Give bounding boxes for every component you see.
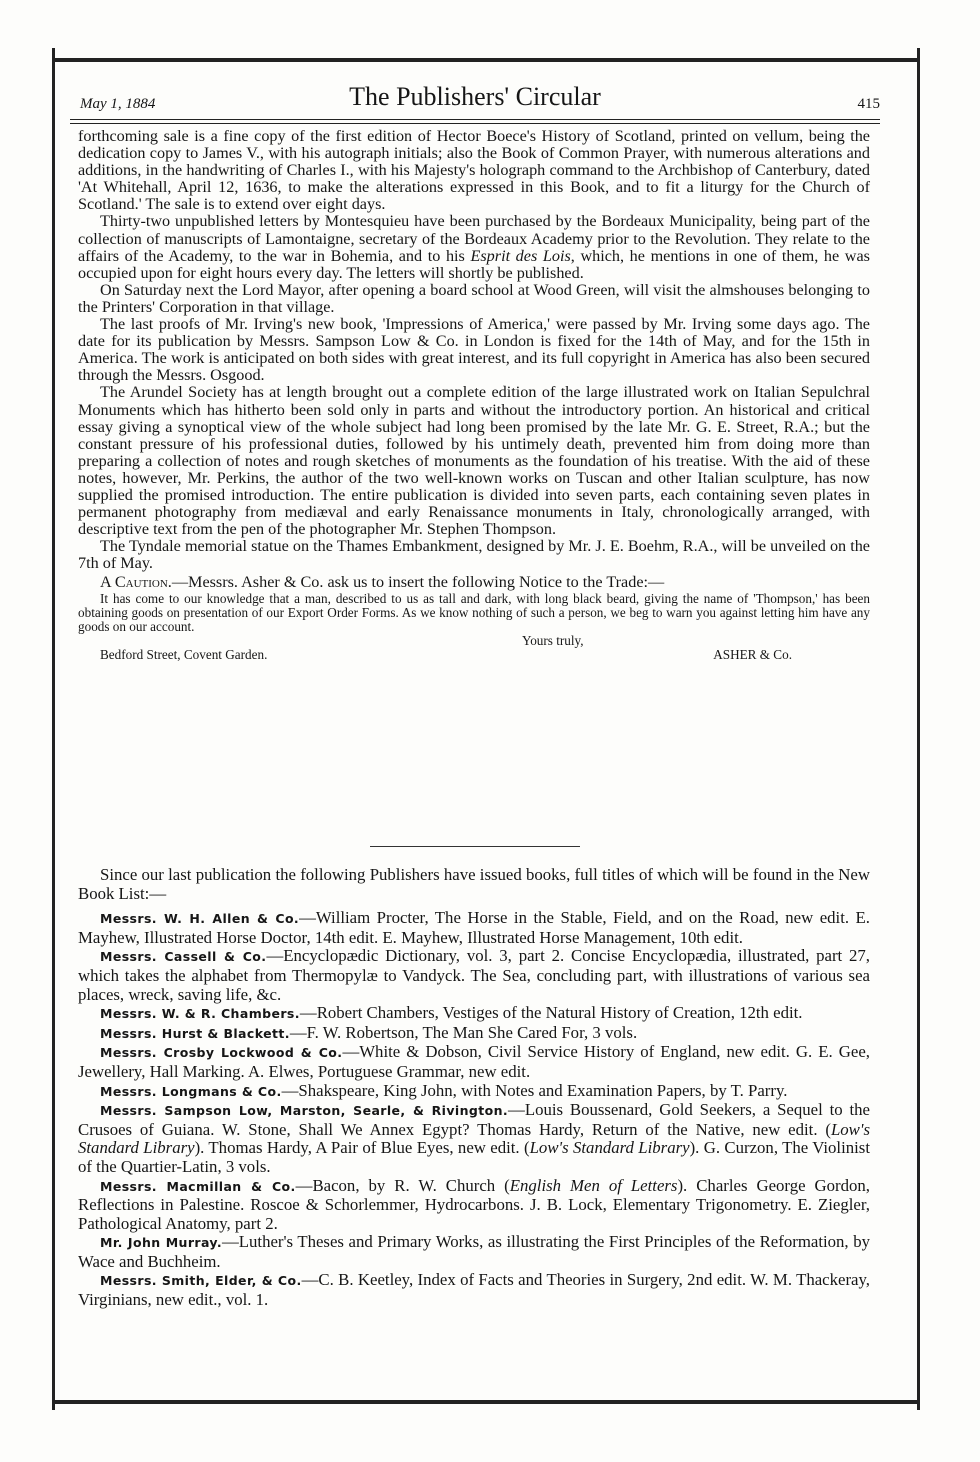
caution-label: A Caution. bbox=[100, 573, 172, 592]
header-title: The Publishers' Circular bbox=[349, 82, 601, 111]
list-item: Messrs. Sampson Low, Marston, Searle, & Rivington.—Louis Boussenard, Gold Seekers, a Sequel to the Crusoes of Guiana. W. Stone, Shall We Annex Egypt? Thomas Hardy, Return of the Native, new edit. (Low's Standard Library). Thomas Hardy, A Pair of Blue Eyes, new edit. (Low's Standard Library). G. Curzon, The Violinist of the Quartier-Latin, 3 vols. bbox=[78, 1100, 870, 1176]
firm-signature: ASHER & Co. bbox=[713, 647, 792, 663]
esprit-des-lois-title: Esprit des Lois bbox=[470, 246, 571, 265]
list-item: Messrs. Longmans & Co.—Shakspeare, King John, with Notes and Examination Papers, by T. Parry. bbox=[100, 1080, 788, 1100]
paragraph-lord-mayor: On Saturday next the Lord Mayor, after opening a board school at Wood Green, will visit the almshouses belonging to the Printers' Corporation in that village. bbox=[78, 280, 870, 316]
bottom-rule bbox=[52, 1400, 917, 1404]
publisher-name: Mr. John Murray. bbox=[100, 1235, 222, 1251]
paragraph-irving: The last proofs of Mr. Irving's new book, 'Impressions of America,' were passed by Mr. Irving some days ago. The date for its publication by Messrs. Sampson Low & Co. in London is fixed for the 14th of May, and for the 15th in America. The work is anticipated on both sides with great interest, and its full copyright in America has also been secured through the Messrs. Osgood. bbox=[78, 315, 870, 385]
publisher-name: Messrs. Sampson Low, Marston, Searle, & Rivington. bbox=[100, 1103, 509, 1119]
running-header bbox=[70, 78, 880, 118]
publisher-name: Messrs. W. & R. Chambers. bbox=[100, 1006, 300, 1022]
address: Bedford Street, Covent Garden. bbox=[100, 647, 268, 663]
publisher-name: Messrs. Smith, Elder, & Co. bbox=[100, 1273, 302, 1289]
list-item: Mr. John Murray.—Luther's Theses and Primary Works, as illustrating the First Principles of the Reformation, by Wace and Buchheim. bbox=[78, 1232, 870, 1271]
top-rule bbox=[52, 58, 917, 62]
list-item: Messrs. Crosby Lockwood & Co.—White & Dobson, Civil Service History of England, new edit. G. E. Gee, Jewellery, Hall Marking. A. Elwes, Portuguese Grammar, new edit. bbox=[78, 1042, 870, 1081]
caution-notice bbox=[78, 574, 870, 662]
header-date: May 1, 1884 bbox=[80, 96, 156, 112]
publisher-name: Messrs. Hurst & Blackett. bbox=[100, 1025, 290, 1041]
list-item: Messrs. W. H. Allen & Co.—William Procter, The Horse in the Stable, Field, and on the Road, new edit. E. Mayhew, Illustrated Horse Doctor, 14th edit. E. Mayhew, Illustrated Horse Management, 10th edit. bbox=[78, 908, 870, 947]
signoff-row bbox=[78, 634, 870, 648]
section-divider bbox=[370, 846, 580, 847]
publishers-list bbox=[78, 866, 870, 1310]
paragraph-montesquieu: Thirty-two unpublished letters by Montesquieu have been purchased by the Bordeaux Municipality, being part of the collection of manuscripts of Lamontaigne, secretary of the Bordeaux Academy prior to the Revolution. They relate to the affairs of the Academy, to the war in Bohemia, and to his Esprit des Lois, which, he mentions in one of them, he was occupied upon for eight hours every day. The letters will shortly be published. bbox=[78, 212, 870, 282]
publisher-name: Messrs. Longmans & Co. bbox=[100, 1083, 282, 1099]
news-column bbox=[78, 128, 870, 663]
list-item: Messrs. Smith, Elder, & Co.—C. B. Keetley, Index of Facts and Theories in Surgery, 2nd edit. W. M. Thackeray, Virginians, new edit., vol. 1. bbox=[78, 1270, 871, 1310]
publisher-name: Messrs. Crosby Lockwood & Co. bbox=[100, 1045, 343, 1061]
publisher-name: Messrs. Macmillan & Co. bbox=[100, 1178, 296, 1194]
address-row bbox=[78, 648, 870, 662]
paragraph-tyndale: The Tyndale memorial statue on the Thames Embankment, designed by Mr. J. E. Boehm, R.A., will be unveiled on the 7th of May. bbox=[78, 537, 870, 573]
list-item: Messrs. Hurst & Blackett.—F. W. Robertson, The Man She Cared For, 3 vols. bbox=[100, 1022, 638, 1042]
list-item: Messrs. Macmillan & Co.—Bacon, by R. W. Church (English Men of Letters). Charles George Gordon, Reflections in Palestine. Roscoe & Schorlemmer, Hydrocarbons. J. B. Lock, Elementary Trigonometry. E. Ziegler, Pathological Anatomy, part 2. bbox=[78, 1175, 870, 1233]
header-rule bbox=[70, 119, 880, 120]
paragraph-boece-sale: forthcoming sale is a fine copy of the first edition of Hector Boece's History of Scotland, printed on vellum, being the dedication copy to James V., with his autograph initials; also the Book of Common Prayer, with numerous alterations and additions, in the handwriting of Charles I., with his Majesty's holograph command to the Archbishop of Canterbury, dated 'At Whitehall, April 12, 1636, to make the alterations expressed in this Book, and to fit a liturgy for the Church of Scotland.' The sale is to extend over eight days. bbox=[78, 127, 870, 214]
publisher-name: Messrs. W. H. Allen & Co. bbox=[100, 911, 300, 927]
header-rule-thin bbox=[70, 123, 880, 124]
list-item: Messrs. W. & R. Chambers.—Robert Chambers, Vestiges of the Natural History of Creation, 12th edit. bbox=[100, 1003, 803, 1023]
page-number: 415 bbox=[857, 96, 880, 112]
list-item: Messrs. Cassell & Co.—Encyclopædic Dictionary, vol. 3, part 2. Concise Encyclopædia, illustrated, part 27, which takes the alphabet from Thermopylæ to Vandyck. The Sea, concluding part, with illustrations of various sea places, wreck, saving life, &c. bbox=[78, 946, 871, 1004]
list-intro: Since our last publication the following Publishers have issued books, full titles of which will be found in the New Book List:— bbox=[78, 865, 870, 903]
caution-heading: A Caution.—Messrs. Asher & Co. ask us to insert the following Notice to the Trade:— bbox=[100, 573, 665, 592]
signoff: Yours truly, bbox=[522, 633, 584, 649]
publisher-name: Messrs. Cassell & Co. bbox=[100, 949, 267, 965]
notice-body: It has come to our knowledge that a man, described to us as tall and dark, with long black beard, giving the name of 'Thompson,' has been obtaining goods on presentation of our Export Order Forms. As we know nothing of such a person, we beg to warn you against letting him have any goods on our account. bbox=[78, 590, 870, 634]
paragraph-arundel-society: The Arundel Society has at length brought out a complete edition of the large illustrated work on Italian Sepulchral Monuments which has hitherto been sold only in parts and without the introductory portion. An historical and critical essay giving a synoptical view of the whole subject had long been promised by the late Mr. G. E. Street, R.A.; but the constant pressure of his professional duties, followed by his untimely death, prevented him from doing more than preparing a collection of notes and rough sketches of monuments as the foundation of his treatise. With the aid of these notes, however, Mr. Perkins, the author of the two well-known works on Tuscan and other Italian sculpture, has now supplied the promised introduction. The entire publication is divided into seven parts, each containing seven plates in permanent photography from mediæval and early Renaissance monuments in Italy, chronologically arranged, with descriptive text from the pen of the photographer Mr. Stephen Thompson. bbox=[78, 383, 870, 539]
